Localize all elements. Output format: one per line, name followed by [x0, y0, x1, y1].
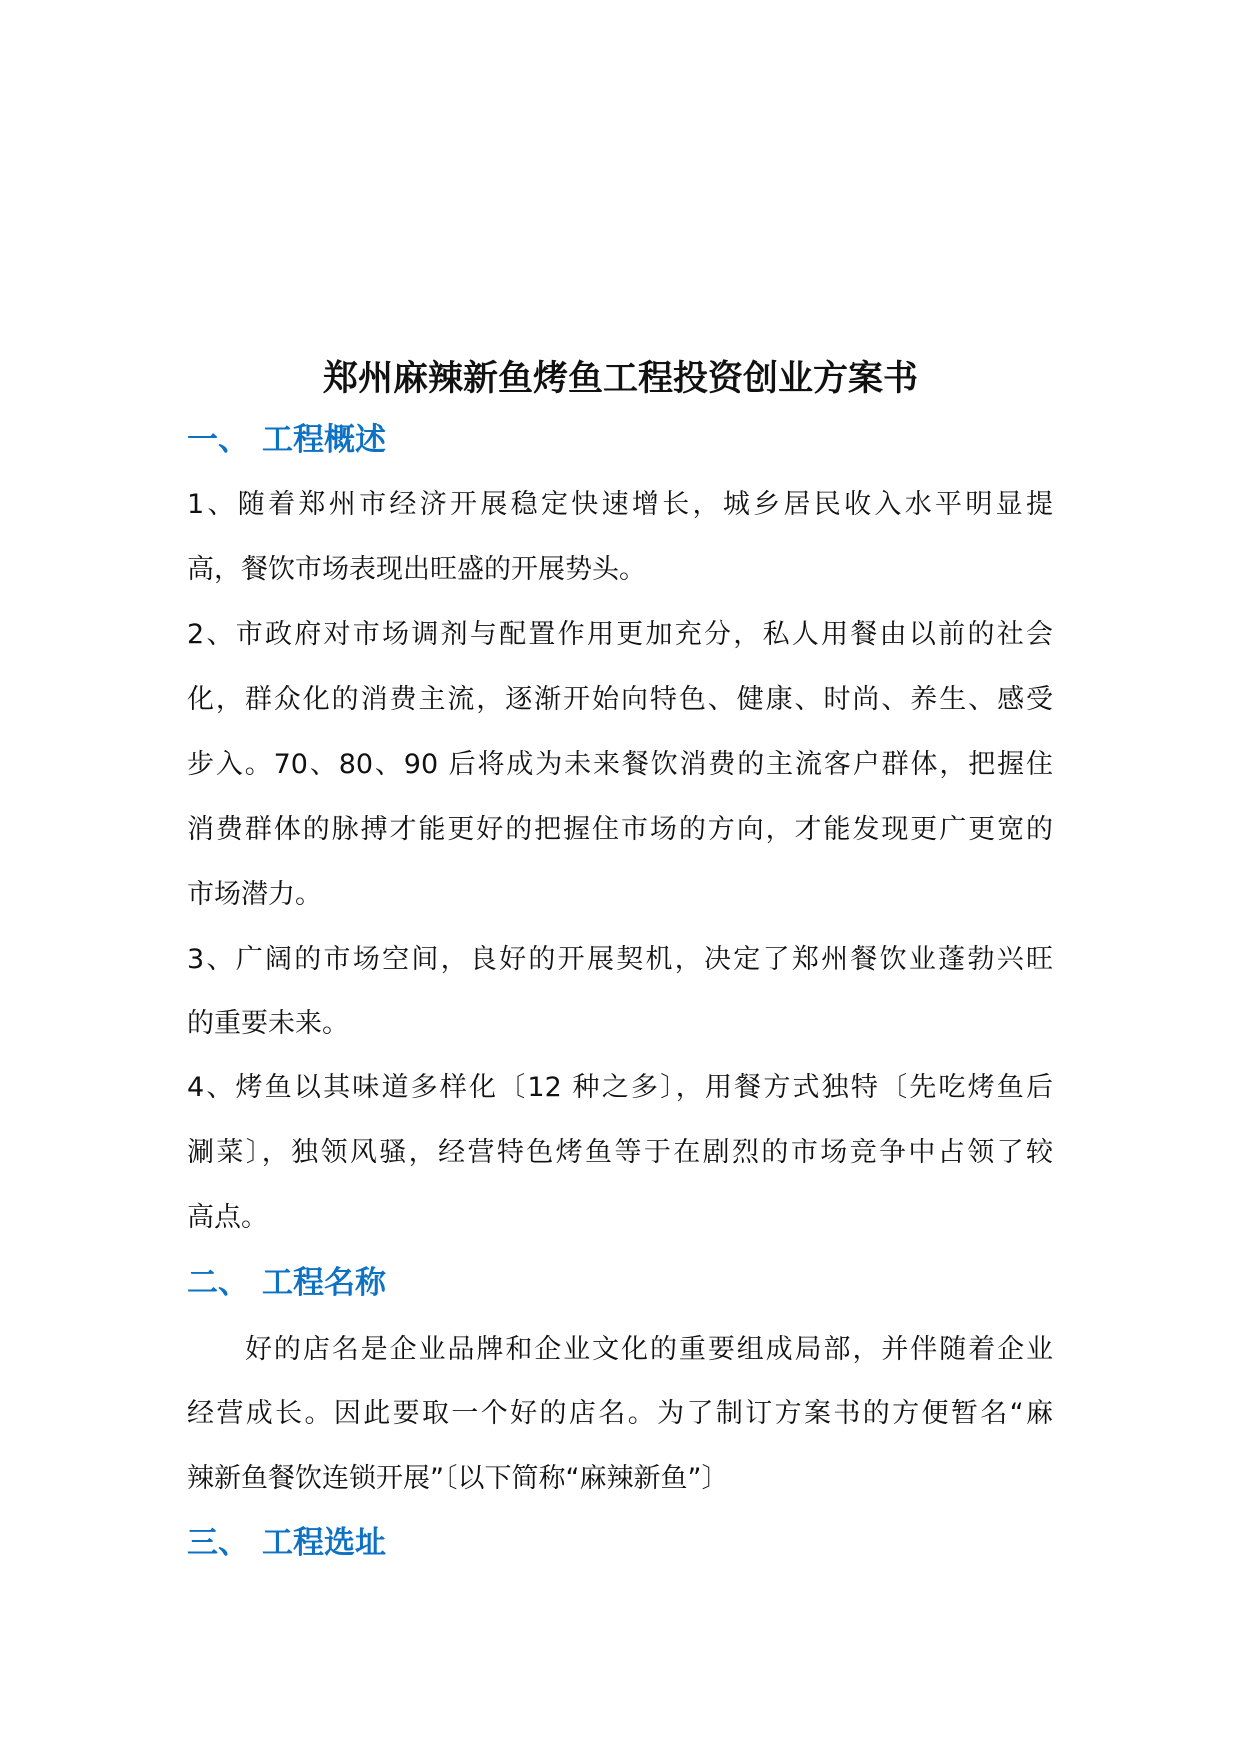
document-title: 郑州麻辣新鱼烤鱼工程投资创业方案书: [322, 359, 918, 399]
text-line: 化，群众化的消费主流，逐渐开始向特色、健康、时尚、养生、感受: [187, 684, 1053, 715]
text-line: 4、烤鱼以其味道多样化〔12 种之多〕，用餐方式独特〔先吃烤鱼后: [187, 1072, 1053, 1103]
text-line: 步入。70、80、90 后将成为未来餐饮消费的主流客户群体，把握住: [187, 749, 1053, 780]
text-line: 高点。: [187, 1202, 268, 1233]
section-number: 二、: [187, 1265, 249, 1301]
text-line: 好的店名是企业品牌和企业文化的重要组成局部，并伴随着企业: [245, 1334, 1053, 1365]
section-number: 一、: [187, 422, 249, 458]
text-line: 辣新鱼餐饮连锁开展”〔以下简称“麻辣新鱼”〕: [187, 1463, 729, 1494]
section-heading-1: [187, 420, 386, 460]
text-line: 3、广阔的市场空间，良好的开展契机，决定了郑州餐饮业蓬勃兴旺: [187, 944, 1053, 975]
section-number: 三、: [187, 1525, 249, 1561]
text-line: 高，餐饮市场表现出旺盛的开展势头。: [187, 554, 646, 585]
text-line: 市场潜力。: [187, 879, 322, 910]
section-title: 工程选址: [262, 1525, 386, 1561]
section-heading-3: [187, 1523, 386, 1563]
text-line: 1、随着郑州市经济开展稳定快速增长，城乡居民收入水平明显提: [187, 489, 1053, 520]
text-line: 经营成长。因此要取一个好的店名。为了制订方案书的方便暂名“麻: [187, 1398, 1053, 1429]
text-line: 的重要未来。: [187, 1008, 349, 1039]
section-title: 工程名称: [262, 1265, 386, 1301]
section-heading-2: [187, 1263, 386, 1303]
text-line: 2、市政府对市场调剂与配置作用更加充分，私人用餐由以前的社会: [187, 619, 1053, 650]
text-line: 消费群体的脉搏才能更好的把握住市场的方向，才能发现更广更宽的: [187, 814, 1053, 845]
section-title: 工程概述: [262, 422, 386, 458]
text-line: 涮菜〕，独领风骚，经营特色烤鱼等于在剧烈的市场竞争中占领了较: [187, 1137, 1053, 1168]
